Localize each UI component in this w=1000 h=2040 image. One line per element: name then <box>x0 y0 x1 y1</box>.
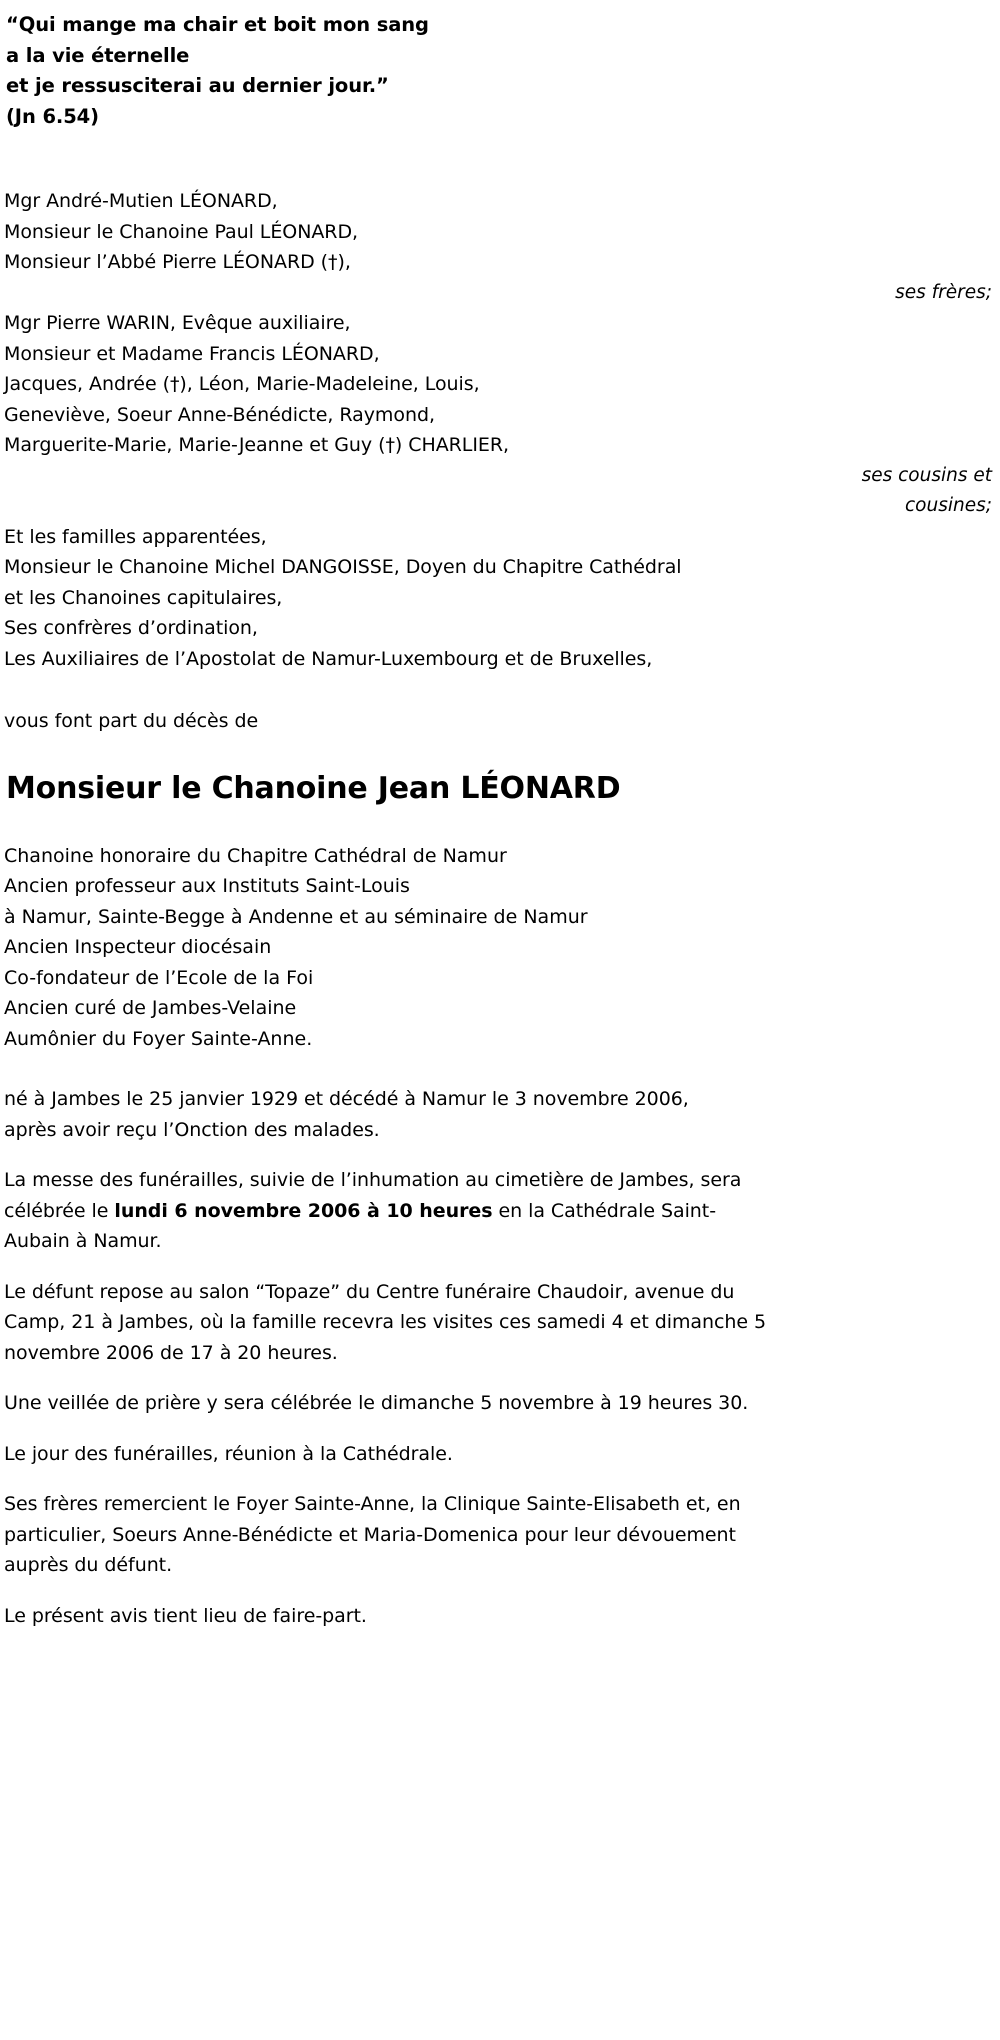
cousin-name-4: Geneviève, Soeur Anne-Bénédicte, Raymond, <box>4 403 435 426</box>
cousin-name-2: Monsieur et Madame Francis LÉONARD, <box>4 342 380 365</box>
deceased-role-2: Ancien professeur aux Instituts Saint-Louis <box>4 875 410 897</box>
scripture-quote-line-2: a la vie éternelle <box>6 43 190 67</box>
deceased-role-6: Ancien curé de Jambes-Velaine <box>4 997 297 1019</box>
vigil-info: Une veillée de prière y sera célébrée le dimanche 5 novembre à 19 heures 30. <box>4 1392 749 1414</box>
visitation-info: Le défunt repose au salon “Topaze” du Centre funéraire Chaudoir, avenue du Camp, 21 à Jambes, où la famille recevra les visites ces samedi 4 et dimanche 5 novembre 2006 de 17 à 20 heures. <box>4 1280 767 1364</box>
funeral-info <box>4 1165 779 1257</box>
relation-label-cousins-line1: ses cousins et <box>861 464 992 486</box>
other-announcer-5: Les Auxiliaires de l’Apostolat de Namur-Luxembourg et de Bruxelles, <box>4 647 653 670</box>
thanks-note: Ses frères remercient le Foyer Sainte-Anne, la Clinique Sainte-Elisabeth et, en particulier, Soeurs Anne-Bénédicte et Maria-Domenica pour leur dévouement auprès du défunt. <box>4 1493 741 1576</box>
brother-name-1: Mgr André-Mutien LÉONARD, <box>4 190 278 212</box>
spacer <box>4 132 1000 186</box>
faire-part-notice: Le présent avis tient lieu de faire-part. <box>4 1604 367 1627</box>
spacer <box>4 737 1000 769</box>
scripture-quote-reference: (Jn 6.54) <box>6 104 99 128</box>
announcement-intro: vous font part du décès de <box>4 710 259 732</box>
scripture-quote <box>6 10 1000 132</box>
other-announcer-1: Et les familles apparentées, <box>4 525 267 548</box>
announcers-brothers-group <box>4 186 1000 308</box>
deceased-role-1: Chanoine honoraire du Chapitre Cathédral de Namur <box>4 844 507 867</box>
relation-label-brothers: ses frères; <box>895 281 992 303</box>
birth-death-line-2: après avoir reçu l’Onction des malades. <box>4 1118 380 1141</box>
relation-label-cousins-line2: cousines; <box>905 495 992 516</box>
deceased-name: Monsieur le Chanoine Jean LÉONARD <box>6 770 621 806</box>
gathering-info: Le jour des funérailles, réunion à la Cathédrale. <box>4 1442 453 1465</box>
scripture-quote-line-1: “Qui mange ma chair et boit mon sang <box>6 13 429 36</box>
other-announcer-3: et les Chanoines capitulaires, <box>4 586 283 609</box>
announcers-cousins-group <box>4 308 1000 522</box>
deceased-roles <box>4 841 1000 1055</box>
cousin-name-3: Jacques, Andrée (†), Léon, Marie-Madeleine, Louis, <box>4 373 480 395</box>
birth-death-info <box>4 1084 779 1145</box>
deceased-role-5: Co-fondateur de l’Ecole de la Foi <box>4 966 314 989</box>
deceased-role-4: Ancien Inspecteur diocésain <box>4 936 272 958</box>
brother-name-3: Monsieur l’Abbé Pierre LÉONARD (†), <box>4 251 351 273</box>
deceased-role-3: à Namur, Sainte-Begge à Andenne et au séminaire de Namur <box>4 905 588 928</box>
other-announcer-2: Monsieur le Chanoine Michel DANGOISSE, Doyen du Chapitre Cathédral <box>4 556 682 578</box>
spacer <box>4 1054 1000 1084</box>
funeral-datetime-highlight: lundi 6 novembre 2006 à 10 heures <box>114 1199 493 1222</box>
funeral-text-part-1: La messe des funérailles, suivie de l’inhumation au cimetière de Jambes, sera célébrée le <box>4 1169 742 1222</box>
spacer <box>4 809 1000 841</box>
cousin-name-5: Marguerite-Marie, Marie-Jeanne et Guy (†) CHARLIER, <box>4 434 509 456</box>
birth-death-line-1: né à Jambes le 25 janvier 1929 et décédé à Namur le 3 novembre 2006, <box>4 1088 689 1110</box>
brother-name-2: Monsieur le Chanoine Paul LÉONARD, <box>4 220 359 243</box>
cousin-name-1: Mgr Pierre WARIN, Evêque auxiliaire, <box>4 312 351 334</box>
spacer <box>4 674 1000 706</box>
scripture-quote-line-3: et je ressusciterai au dernier jour.” <box>6 74 389 97</box>
other-announcer-4: Ses confrères d’ordination, <box>4 617 258 639</box>
announcers-others-group <box>4 522 1000 675</box>
funeral-text-part-2: en la Cathédrale Saint-Aubain à Namur. <box>4 1199 717 1252</box>
deceased-role-7: Aumônier du Foyer Sainte-Anne. <box>4 1027 313 1050</box>
